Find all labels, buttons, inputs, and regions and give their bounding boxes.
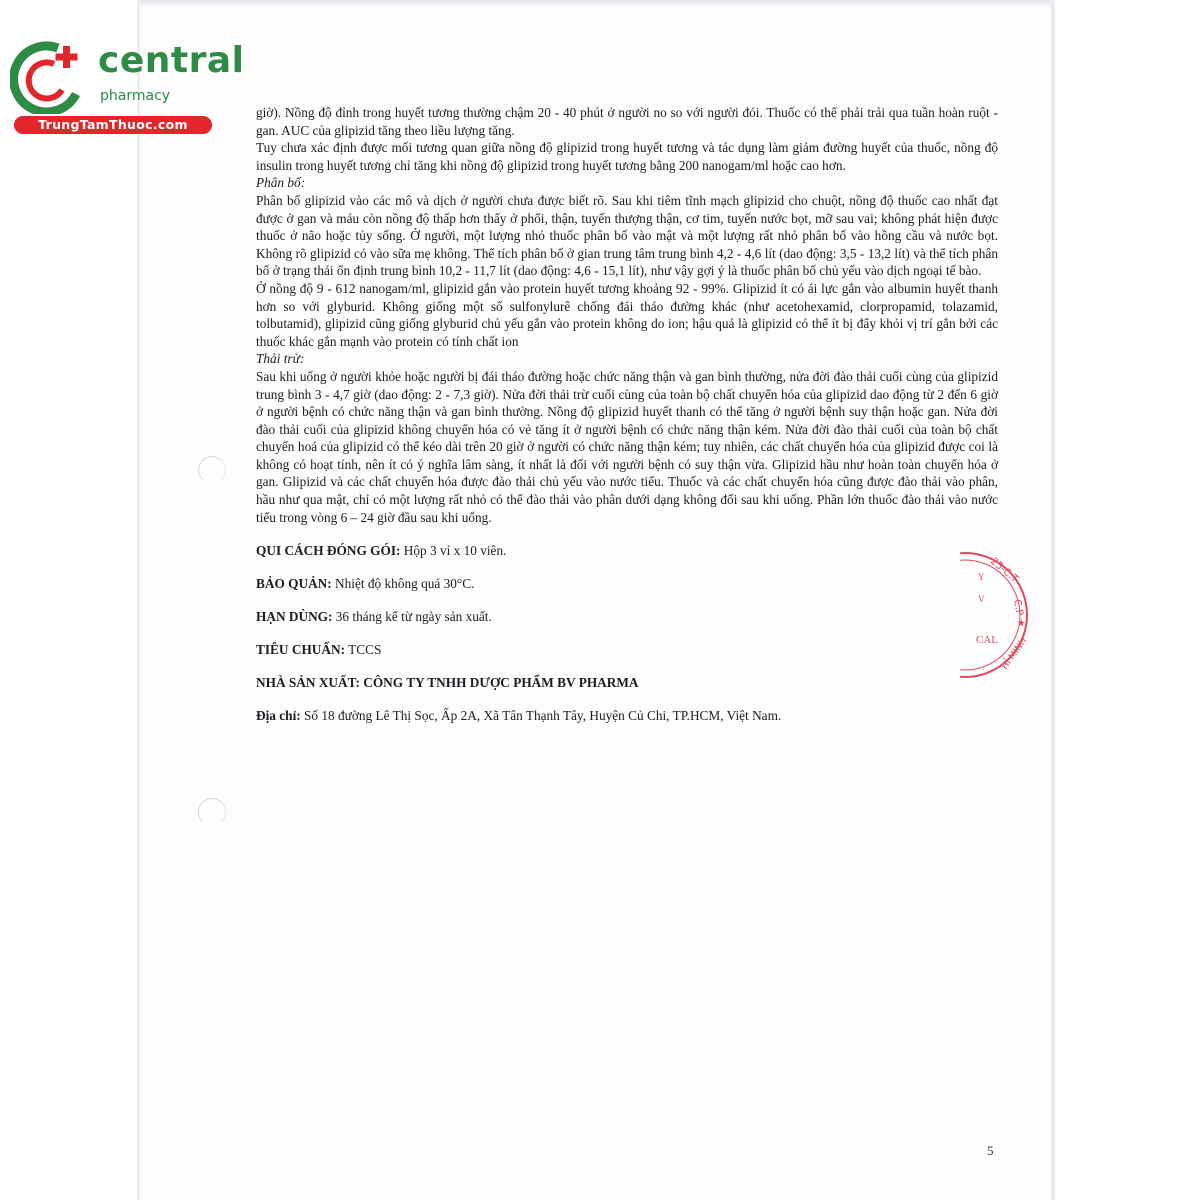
punch-hole-top xyxy=(198,456,226,484)
spec-label: NHÀ SẢN XUẤT: CÔNG TY TNHH DƯỢC PHẨM BV PHARMA xyxy=(256,675,639,691)
svg-text:HỈ MINH: HỈ MINH xyxy=(1000,636,1030,672)
spec-label: TIÊU CHUẨN: xyxy=(256,642,346,658)
spec-value: Hộp 3 vỉ x 10 viên. xyxy=(400,543,507,559)
central-pharmacy-logo xyxy=(10,36,245,136)
spec-manufacturer xyxy=(256,674,998,691)
spec-label: BẢO QUẢN: xyxy=(256,576,332,592)
svg-text:25-C.T: 25-C.T xyxy=(988,555,1021,586)
spec-value: Số 18 đường Lê Thị Sọc, Ấp 2A, Xã Tân Thạnh Tây, Huyện Củ Chi, TP.HCM, Việt Nam. xyxy=(300,708,782,724)
page-number: 5 xyxy=(987,1143,994,1158)
protein-binding-paragraph: Ở nồng độ 9 - 612 nanogam/ml, glipizid gắn vào protein huyết tương khoảng 92 - 99%. Glipizid ít có ái lực gắn vào albumin huyết thanh hơn so với glyburid. Không giống một số sulfonylurê chống đái tháo đường khác (như acetohexamid, clorpropamid, tolazamid, tolbutamid), glipizid cũng giống glyburid chủ yếu gắn vào protein không do ion; hậu quả là glipizid có thể ít bị đẩy khỏi vị trí gắn bởi các thuốc khác gắn mạnh vào protein có tính chất ion xyxy=(256,280,998,349)
insulin-correlation-paragraph: Tuy chưa xác định được mối tương quan giữa nồng độ glipizid trong huyết tương và tác dụng làm giảm đường huyết của thuốc, nồng độ insulin trong huyết tương chỉ tăng khi nồng độ glipizid trong huyết tương bằng 200 nanogam/ml hoặc cao hơn. xyxy=(256,140,998,173)
spec-standard xyxy=(256,641,998,658)
spec-value: Nhiệt độ không quá 30°C. xyxy=(331,576,475,592)
distribution-heading: Phân bố: xyxy=(256,175,306,191)
elimination-heading: Thải trừ: xyxy=(256,351,305,367)
svg-text:V: V xyxy=(978,594,985,604)
logo-wordmark: central xyxy=(98,40,245,81)
svg-text:Y: Y xyxy=(978,572,985,582)
pharmacokinetics-absorption-tail: giờ). Nồng độ đỉnh trong huyết tương thường chậm 20 - 40 phút ở người no so với người đói. Thuốc có thể phải trải qua tuần hoàn ruột - gan. AUC của glipizid tăng theo liều lượng tăng. xyxy=(256,105,998,138)
website-banner: TrungTamThuoc.com xyxy=(14,116,212,134)
spec-label: HẠN DÙNG: xyxy=(256,609,333,625)
spec-packaging xyxy=(256,542,998,559)
spec-storage xyxy=(256,575,998,592)
svg-text:C.P ★: C.P ★ xyxy=(1011,598,1027,629)
spec-value: 36 tháng kể từ ngày sản xuất. xyxy=(332,609,492,625)
logo-cross-icon xyxy=(10,38,92,114)
spec-value: TCCS xyxy=(345,642,382,658)
spec-label: QUI CÁCH ĐÓNG GÓI: xyxy=(256,543,401,559)
spec-address xyxy=(256,707,998,724)
spec-label: Địa chỉ: xyxy=(256,708,301,724)
elimination-paragraph: Sau khi uống ở người khỏe hoặc người bị đái tháo đường hoặc chức năng thận và gan bình thường, nửa đời đào thải cuối cùng của glipizid trung bình 3 - 4,7 giờ (dao động: 2 - 7,3 giờ). Nửa đời thải trừ cuối cùng của toàn bộ chất chuyển hóa của glipizid dao động từ 2 đến 6 giờ ở người bệnh có chức năng thận và gan bình thường. Nồng độ glipizid huyết thanh có thể tăng ở người bệnh suy thận hoặc gan. Nửa đời đào thải cuối của glipizid không chuyển hóa có vẻ tăng ít ở người bệnh có chức năng thận kém. Nửa đời đào thải cuối của toàn bộ chất chuyển hoá của glipizid có thể kéo dài trên 20 giờ ở người có chức năng thận kém; tuy nhiên, các chất chuyển hóa của glipizid được coi là không có hoạt tính, nên ít có ý nghĩa lâm sàng, ít nhất là đối với người bệnh có suy thận vừa. Glipizid hầu như hoàn toàn chuyển hóa ở gan. Glipizid và các chất chuyển hóa được đào thải chủ yếu vào nước tiểu. Thuốc và các chất chuyển hóa cũng được đào thải vào phân, hầu như qua mật, chỉ có một lượng rất nhỏ có thể đào thải vào phân dưới dạng không đổi sau khi uống. Phần lớn thuốc đào thải vào nước tiểu trong vòng 6 – 24 giờ đầu sau khi uống. xyxy=(256,368,998,525)
page-top-edge xyxy=(140,0,1051,8)
spec-expiry xyxy=(256,608,998,625)
distribution-paragraph: Phân bố glipizid vào các mô và dịch ở người chưa được biết rõ. Sau khi tiêm tĩnh mạch glipizid cho chuột, nồng độ thuốc cao nhất đạt được ở gan và máu còn nồng độ thấp hơn thấy ở phổi, thận, tuyến thượng thận, cơ tim, tuyến nước bọt, mỡ sau vai; không phát hiện được thuốc ở não hoặc tủy sống. Ở người, một lượng nhỏ thuốc phân bố vào mật và một lượng rất nhỏ phân bố vào hồng cầu và nước bọt. Không rõ glipizid có vào sữa mẹ không. Thể tích phân bố ở gian trung tâm trung bình 4,2 - 4,6 lít (dao động: 3,5 - 13,2 lít) và thể tích phân bố ở trạng thái ổn định trung bình 10,2 - 11,7 lít (dao động: 4,6 - 15,1 lít), như vậy gợi ý là thuốc phân bố chủ yếu vào dịch ngoại tế bào. xyxy=(256,192,998,279)
logo-subtitle: pharmacy xyxy=(100,88,171,104)
punch-hole-bottom xyxy=(198,798,226,826)
company-seal-stamp xyxy=(960,540,1035,690)
document-body xyxy=(256,104,998,724)
svg-text:CAL: CAL xyxy=(976,634,998,646)
seal-ring-icon xyxy=(960,540,1035,690)
